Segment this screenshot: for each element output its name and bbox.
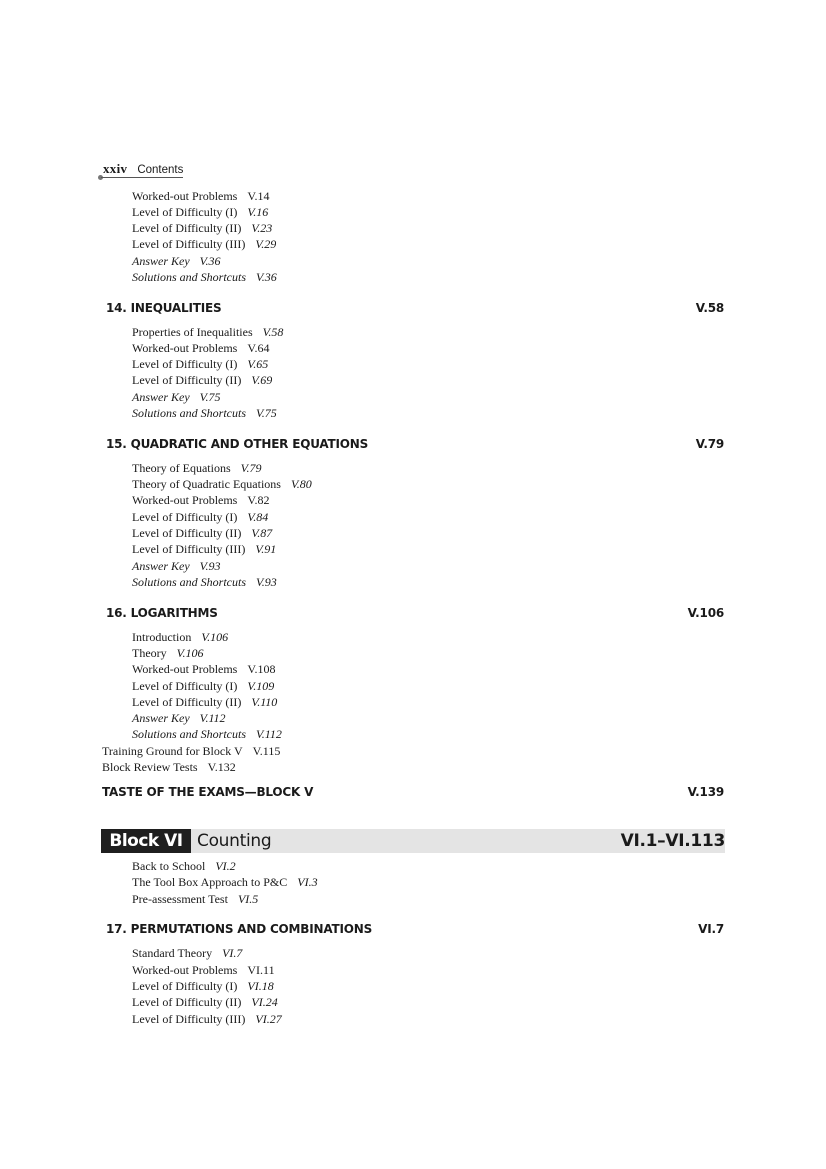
entry-text: Training Ground for Block V	[102, 744, 243, 758]
entry-page: V.36	[256, 270, 277, 284]
entry-page: V.108	[247, 662, 276, 676]
entry-page: V.65	[247, 357, 269, 371]
entry-page: VI.18	[247, 979, 274, 993]
entry-text: Back to School	[132, 859, 206, 873]
toc-entry[interactable]	[132, 979, 274, 993]
chapter-title[interactable]: 17. PERMUTATIONS AND COMBINATIONS	[106, 922, 373, 936]
toc-entry[interactable]	[132, 662, 275, 676]
entry-page: VI.24	[251, 995, 278, 1009]
entry-page: VI.11	[247, 963, 275, 977]
entry-page: V.64	[247, 341, 270, 355]
toc-entry[interactable]	[102, 760, 236, 774]
chapter-page: V.79	[695, 437, 724, 451]
entry-page: V.132	[207, 760, 236, 774]
entry-text: Level of Difficulty (II)	[132, 373, 242, 387]
entry-page: V.69	[251, 373, 273, 387]
entry-text: Level of Difficulty (I)	[132, 679, 238, 693]
entry-text: Level of Difficulty (II)	[132, 695, 242, 709]
block-title[interactable]: Counting	[197, 831, 272, 851]
block-tag: Block VI	[101, 829, 191, 853]
entry-text: Level of Difficulty (I)	[132, 510, 238, 524]
toc-entry[interactable]	[132, 875, 318, 889]
toc-entry[interactable]	[132, 477, 312, 491]
entry-page: V.16	[247, 205, 269, 219]
toc-entry[interactable]	[132, 270, 277, 284]
entry-text: Theory of Equations	[132, 461, 231, 475]
toc-entry[interactable]	[102, 744, 280, 758]
entry-page: V.93	[199, 559, 221, 573]
entry-page: V.109	[247, 679, 275, 693]
entry-page: VI.2	[215, 859, 236, 873]
chapter-page: V.58	[695, 301, 724, 315]
section-title: Contents	[137, 164, 184, 176]
taste-of-exams-title[interactable]: TASTE OF THE EXAMS—BLOCK V	[102, 785, 314, 799]
entry-text: Worked-out Problems	[132, 963, 238, 977]
entry-page: V.29	[255, 237, 277, 251]
header-rule	[101, 177, 183, 178]
entry-text: Properties of Inequalities	[132, 325, 253, 339]
entry-page: VI.3	[297, 875, 318, 889]
entry-text: Block Review Tests	[102, 760, 198, 774]
toc-entry[interactable]	[132, 542, 276, 556]
chapter-page: VI.7	[698, 922, 724, 936]
page-number: xxiv	[103, 161, 128, 176]
toc-entry[interactable]	[132, 205, 268, 219]
entry-text: Level of Difficulty (III)	[132, 542, 246, 556]
toc-entry[interactable]	[132, 221, 272, 235]
toc-entry[interactable]	[132, 357, 268, 371]
entry-page: V.84	[247, 510, 269, 524]
toc-entry[interactable]	[132, 679, 274, 693]
entry-text: Level of Difficulty (I)	[132, 205, 238, 219]
toc-entry[interactable]	[132, 189, 269, 203]
toc-entry[interactable]	[132, 727, 282, 741]
entry-page: V.58	[262, 325, 284, 339]
chapter-page: V.106	[687, 606, 724, 620]
chapter-title[interactable]: 15. QUADRATIC AND OTHER EQUATIONS	[106, 437, 369, 451]
entry-text: Answer Key	[132, 254, 190, 268]
entry-page: VI.7	[222, 946, 243, 960]
toc-entry[interactable]	[132, 526, 272, 540]
entry-text: Level of Difficulty (II)	[132, 526, 242, 540]
entry-text: Solutions and Shortcuts	[132, 406, 247, 420]
entry-page: VI.27	[255, 1012, 282, 1026]
chapter-title[interactable]: 16. LOGARITHMS	[106, 606, 218, 620]
entry-page: V.87	[251, 526, 273, 540]
entry-text: Level of Difficulty (I)	[132, 357, 238, 371]
toc-entry[interactable]	[132, 575, 277, 589]
entry-text: Solutions and Shortcuts	[132, 727, 247, 741]
entry-page: V.112	[256, 727, 282, 741]
toc-entry[interactable]	[132, 859, 236, 873]
toc-entry[interactable]	[132, 630, 228, 644]
entry-page: V.91	[255, 542, 277, 556]
entry-text: Answer Key	[132, 559, 190, 573]
toc-entry[interactable]	[132, 373, 272, 387]
entry-page: VI.5	[237, 892, 259, 906]
toc-entry[interactable]	[132, 892, 258, 906]
entry-text: Solutions and Shortcuts	[132, 575, 247, 589]
entry-text: Answer Key	[132, 711, 190, 725]
block-page-range: VI.1–VI.113	[620, 831, 725, 851]
chapter-title[interactable]: 14. INEQUALITIES	[106, 301, 222, 315]
entry-text: Introduction	[132, 630, 192, 644]
entry-text: Level of Difficulty (III)	[132, 237, 246, 251]
running-header	[103, 160, 183, 178]
entry-page: V.115	[252, 744, 281, 758]
toc-entry[interactable]	[132, 559, 220, 573]
entry-page: V.82	[247, 493, 270, 507]
entry-text: Worked-out Problems	[132, 189, 238, 203]
entry-text: Pre-assessment Test	[132, 892, 228, 906]
entry-text: Answer Key	[132, 390, 190, 404]
entry-page: V.75	[199, 390, 221, 404]
entry-text: Level of Difficulty (III)	[132, 1012, 246, 1026]
entry-page: V.93	[256, 575, 277, 589]
entry-text: Solutions and Shortcuts	[132, 270, 247, 284]
entry-page: V.36	[199, 254, 221, 268]
toc-entry[interactable]	[132, 325, 283, 339]
entry-page: V.79	[240, 461, 262, 475]
toc-entry[interactable]	[132, 341, 269, 355]
entry-text: Level of Difficulty (II)	[132, 221, 242, 235]
toc-entry[interactable]	[132, 695, 277, 709]
toc-entry[interactable]	[132, 995, 278, 1009]
entry-page: V.106	[176, 646, 204, 660]
entry-text: Theory of Quadratic Equations	[132, 477, 281, 491]
taste-of-exams-page: V.139	[687, 785, 724, 799]
entry-text: Standard Theory	[132, 946, 213, 960]
toc-entry[interactable]	[132, 461, 261, 475]
entry-text: The Tool Box Approach to P&C	[132, 875, 288, 889]
entry-text: Worked-out Problems	[132, 662, 238, 676]
toc-entry[interactable]	[132, 390, 220, 404]
toc-entry[interactable]	[132, 406, 277, 420]
toc-entry[interactable]	[132, 963, 275, 977]
entry-page: V.112	[199, 711, 226, 725]
entry-text: Worked-out Problems	[132, 493, 238, 507]
toc-entry[interactable]	[132, 254, 220, 268]
entry-page: V.14	[247, 189, 270, 203]
entry-text: Worked-out Problems	[132, 341, 238, 355]
toc-entry[interactable]	[132, 510, 268, 524]
toc-entry[interactable]	[132, 946, 242, 960]
entry-page: V.106	[201, 630, 229, 644]
entry-text: Theory	[132, 646, 167, 660]
entry-page: V.23	[251, 221, 273, 235]
toc-entry[interactable]	[132, 237, 276, 251]
entry-page: V.110	[251, 695, 278, 709]
entry-page: V.75	[256, 406, 277, 420]
toc-entry[interactable]	[132, 711, 226, 725]
entry-page: V.80	[290, 477, 312, 491]
entry-text: Level of Difficulty (II)	[132, 995, 242, 1009]
toc-entry[interactable]	[132, 1012, 282, 1026]
toc-entry[interactable]	[132, 493, 269, 507]
entry-text: Level of Difficulty (I)	[132, 979, 238, 993]
toc-entry[interactable]	[132, 646, 203, 660]
